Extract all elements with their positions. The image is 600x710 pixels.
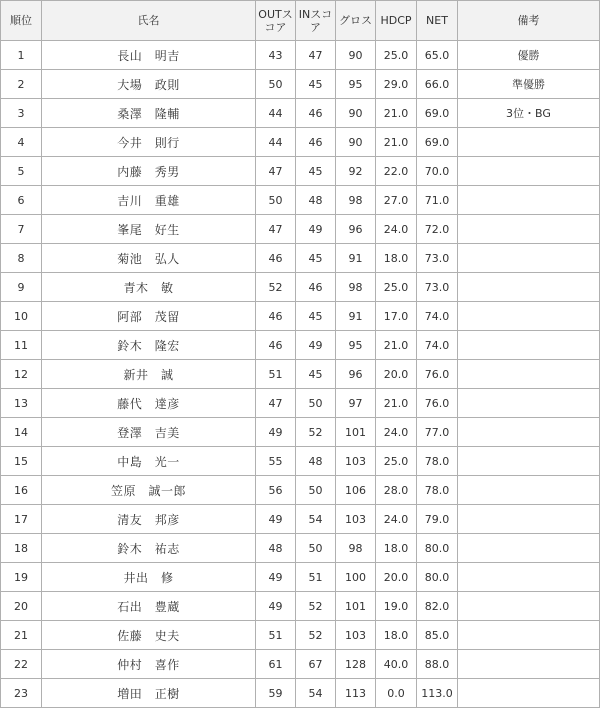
cell-gross: 90 — [336, 99, 376, 128]
cell-name: 大場 政則 — [42, 70, 256, 99]
cell-name: 峯尾 好生 — [42, 215, 256, 244]
cell-note: 3位・BG — [458, 99, 600, 128]
header-note: 備考 — [458, 1, 600, 41]
table-row — [1, 621, 600, 650]
cell-out: 59 — [256, 679, 296, 708]
cell-hdcp: 18.0 — [376, 534, 417, 563]
cell-out: 55 — [256, 447, 296, 476]
cell-out: 46 — [256, 244, 296, 273]
cell-rank: 22 — [1, 650, 42, 679]
cell-name: 佐藤 史夫 — [42, 621, 256, 650]
cell-gross: 91 — [336, 302, 376, 331]
cell-rank: 7 — [1, 215, 42, 244]
cell-in: 45 — [296, 70, 336, 99]
cell-in: 52 — [296, 621, 336, 650]
cell-name: 笠原 誠一郎 — [42, 476, 256, 505]
cell-name: 清友 邦彦 — [42, 505, 256, 534]
header-out: OUTスコア — [256, 1, 296, 41]
cell-net: 66.0 — [417, 70, 458, 99]
cell-hdcp: 0.0 — [376, 679, 417, 708]
cell-net: 85.0 — [417, 621, 458, 650]
table-row — [1, 418, 600, 447]
cell-in: 45 — [296, 360, 336, 389]
table-header — [1, 1, 600, 41]
cell-note — [458, 563, 600, 592]
cell-gross: 95 — [336, 70, 376, 99]
cell-net: 82.0 — [417, 592, 458, 621]
cell-gross: 101 — [336, 418, 376, 447]
table-row — [1, 215, 600, 244]
cell-out: 50 — [256, 70, 296, 99]
cell-name: 藤代 達彦 — [42, 389, 256, 418]
cell-rank: 4 — [1, 128, 42, 157]
cell-hdcp: 28.0 — [376, 476, 417, 505]
cell-net: 71.0 — [417, 186, 458, 215]
cell-hdcp: 21.0 — [376, 128, 417, 157]
cell-note: 優勝 — [458, 41, 600, 70]
cell-rank: 18 — [1, 534, 42, 563]
cell-in: 50 — [296, 534, 336, 563]
cell-net: 69.0 — [417, 128, 458, 157]
cell-hdcp: 21.0 — [376, 389, 417, 418]
table-row — [1, 679, 600, 708]
cell-out: 43 — [256, 41, 296, 70]
cell-note — [458, 157, 600, 186]
table-row — [1, 99, 600, 128]
cell-out: 51 — [256, 621, 296, 650]
cell-hdcp: 27.0 — [376, 186, 417, 215]
header-in: INスコア — [296, 1, 336, 41]
cell-name: 井出 修 — [42, 563, 256, 592]
cell-in: 46 — [296, 273, 336, 302]
cell-net: 78.0 — [417, 447, 458, 476]
cell-out: 49 — [256, 592, 296, 621]
cell-rank: 17 — [1, 505, 42, 534]
cell-out: 61 — [256, 650, 296, 679]
cell-note — [458, 679, 600, 708]
cell-in: 45 — [296, 302, 336, 331]
cell-rank: 19 — [1, 563, 42, 592]
cell-note — [458, 302, 600, 331]
cell-in: 49 — [296, 215, 336, 244]
cell-gross: 97 — [336, 389, 376, 418]
cell-gross: 128 — [336, 650, 376, 679]
cell-rank: 23 — [1, 679, 42, 708]
cell-gross: 91 — [336, 244, 376, 273]
cell-net: 73.0 — [417, 244, 458, 273]
cell-note — [458, 389, 600, 418]
cell-in: 54 — [296, 679, 336, 708]
cell-note — [458, 447, 600, 476]
table-row — [1, 41, 600, 70]
table-row — [1, 505, 600, 534]
cell-out: 47 — [256, 215, 296, 244]
cell-gross: 100 — [336, 563, 376, 592]
cell-name: 登澤 吉美 — [42, 418, 256, 447]
cell-name: 内藤 秀男 — [42, 157, 256, 186]
cell-out: 52 — [256, 273, 296, 302]
cell-rank: 9 — [1, 273, 42, 302]
table-row — [1, 447, 600, 476]
cell-note — [458, 331, 600, 360]
cell-net: 74.0 — [417, 302, 458, 331]
cell-net: 78.0 — [417, 476, 458, 505]
cell-in: 52 — [296, 418, 336, 447]
cell-hdcp: 22.0 — [376, 157, 417, 186]
cell-rank: 1 — [1, 41, 42, 70]
cell-gross: 98 — [336, 186, 376, 215]
cell-name: 石出 豊蔵 — [42, 592, 256, 621]
cell-net: 69.0 — [417, 99, 458, 128]
cell-gross: 95 — [336, 331, 376, 360]
cell-gross: 106 — [336, 476, 376, 505]
header-row — [1, 1, 600, 41]
cell-hdcp: 24.0 — [376, 505, 417, 534]
cell-note — [458, 418, 600, 447]
cell-name: 今井 則行 — [42, 128, 256, 157]
cell-net: 73.0 — [417, 273, 458, 302]
cell-rank: 15 — [1, 447, 42, 476]
cell-hdcp: 24.0 — [376, 215, 417, 244]
table-row — [1, 360, 600, 389]
cell-name: 阿部 茂留 — [42, 302, 256, 331]
cell-hdcp: 19.0 — [376, 592, 417, 621]
table-row — [1, 592, 600, 621]
cell-note — [458, 360, 600, 389]
cell-gross: 103 — [336, 447, 376, 476]
cell-name: 長山 明吉 — [42, 41, 256, 70]
cell-name: 中島 光一 — [42, 447, 256, 476]
table-row — [1, 476, 600, 505]
cell-out: 47 — [256, 157, 296, 186]
cell-net: 72.0 — [417, 215, 458, 244]
cell-net: 76.0 — [417, 360, 458, 389]
cell-name: 青木 敏 — [42, 273, 256, 302]
cell-hdcp: 17.0 — [376, 302, 417, 331]
cell-hdcp: 40.0 — [376, 650, 417, 679]
cell-net: 70.0 — [417, 157, 458, 186]
header-name: 氏名 — [42, 1, 256, 41]
cell-gross: 90 — [336, 128, 376, 157]
cell-name: 吉川 重雄 — [42, 186, 256, 215]
cell-out: 46 — [256, 302, 296, 331]
cell-name: 菊池 弘人 — [42, 244, 256, 273]
cell-in: 46 — [296, 128, 336, 157]
cell-hdcp: 21.0 — [376, 99, 417, 128]
cell-gross: 90 — [336, 41, 376, 70]
table-row — [1, 157, 600, 186]
cell-out: 46 — [256, 331, 296, 360]
cell-gross: 103 — [336, 505, 376, 534]
cell-rank: 14 — [1, 418, 42, 447]
cell-out: 47 — [256, 389, 296, 418]
cell-in: 50 — [296, 389, 336, 418]
cell-gross: 103 — [336, 621, 376, 650]
cell-note — [458, 476, 600, 505]
cell-name: 仲村 喜作 — [42, 650, 256, 679]
cell-gross: 98 — [336, 273, 376, 302]
cell-net: 65.0 — [417, 41, 458, 70]
cell-in: 50 — [296, 476, 336, 505]
cell-name: 鈴木 隆宏 — [42, 331, 256, 360]
cell-rank: 20 — [1, 592, 42, 621]
cell-net: 76.0 — [417, 389, 458, 418]
table-row — [1, 186, 600, 215]
table-row — [1, 302, 600, 331]
cell-rank: 12 — [1, 360, 42, 389]
cell-gross: 113 — [336, 679, 376, 708]
header-gross: グロス — [336, 1, 376, 41]
cell-note — [458, 592, 600, 621]
cell-hdcp: 18.0 — [376, 621, 417, 650]
cell-in: 45 — [296, 157, 336, 186]
cell-rank: 10 — [1, 302, 42, 331]
cell-net: 74.0 — [417, 331, 458, 360]
cell-rank: 16 — [1, 476, 42, 505]
table-row — [1, 650, 600, 679]
cell-out: 49 — [256, 505, 296, 534]
cell-in: 51 — [296, 563, 336, 592]
table-row — [1, 273, 600, 302]
cell-in: 54 — [296, 505, 336, 534]
cell-note — [458, 186, 600, 215]
header-net: NET — [417, 1, 458, 41]
cell-gross: 98 — [336, 534, 376, 563]
cell-note — [458, 244, 600, 273]
table-row — [1, 244, 600, 273]
cell-net: 88.0 — [417, 650, 458, 679]
cell-net: 80.0 — [417, 563, 458, 592]
cell-in: 47 — [296, 41, 336, 70]
table-row — [1, 128, 600, 157]
cell-hdcp: 25.0 — [376, 447, 417, 476]
cell-name: 新井 誠 — [42, 360, 256, 389]
table-row — [1, 534, 600, 563]
cell-hdcp: 25.0 — [376, 41, 417, 70]
cell-in: 45 — [296, 244, 336, 273]
cell-net: 80.0 — [417, 534, 458, 563]
cell-hdcp: 24.0 — [376, 418, 417, 447]
table-row — [1, 70, 600, 99]
cell-in: 46 — [296, 99, 336, 128]
cell-hdcp: 29.0 — [376, 70, 417, 99]
table-row — [1, 389, 600, 418]
cell-hdcp: 25.0 — [376, 273, 417, 302]
cell-hdcp: 20.0 — [376, 563, 417, 592]
table-row — [1, 563, 600, 592]
cell-hdcp: 20.0 — [376, 360, 417, 389]
cell-note — [458, 215, 600, 244]
cell-net: 113.0 — [417, 679, 458, 708]
header-hdcp: HDCP — [376, 1, 417, 41]
cell-rank: 6 — [1, 186, 42, 215]
cell-name: 桑澤 隆輔 — [42, 99, 256, 128]
cell-gross: 92 — [336, 157, 376, 186]
cell-name: 増田 正樹 — [42, 679, 256, 708]
cell-rank: 3 — [1, 99, 42, 128]
cell-in: 48 — [296, 447, 336, 476]
cell-gross: 96 — [336, 215, 376, 244]
cell-net: 79.0 — [417, 505, 458, 534]
cell-in: 67 — [296, 650, 336, 679]
cell-out: 44 — [256, 99, 296, 128]
cell-rank: 11 — [1, 331, 42, 360]
cell-note — [458, 505, 600, 534]
cell-out: 48 — [256, 534, 296, 563]
cell-note — [458, 650, 600, 679]
cell-rank: 13 — [1, 389, 42, 418]
cell-gross: 96 — [336, 360, 376, 389]
cell-out: 51 — [256, 360, 296, 389]
cell-hdcp: 18.0 — [376, 244, 417, 273]
cell-in: 48 — [296, 186, 336, 215]
cell-out: 44 — [256, 128, 296, 157]
cell-rank: 8 — [1, 244, 42, 273]
cell-note — [458, 534, 600, 563]
cell-out: 50 — [256, 186, 296, 215]
cell-net: 77.0 — [417, 418, 458, 447]
cell-out: 49 — [256, 563, 296, 592]
table-row — [1, 331, 600, 360]
cell-note: 準優勝 — [458, 70, 600, 99]
header-rank: 順位 — [1, 1, 42, 41]
cell-rank: 5 — [1, 157, 42, 186]
cell-hdcp: 21.0 — [376, 331, 417, 360]
cell-note — [458, 621, 600, 650]
cell-in: 49 — [296, 331, 336, 360]
cell-out: 56 — [256, 476, 296, 505]
cell-rank: 2 — [1, 70, 42, 99]
cell-note — [458, 273, 600, 302]
cell-gross: 101 — [336, 592, 376, 621]
cell-out: 49 — [256, 418, 296, 447]
cell-in: 52 — [296, 592, 336, 621]
cell-name: 鈴木 祐志 — [42, 534, 256, 563]
cell-note — [458, 128, 600, 157]
cell-rank: 21 — [1, 621, 42, 650]
table-body — [1, 41, 600, 708]
